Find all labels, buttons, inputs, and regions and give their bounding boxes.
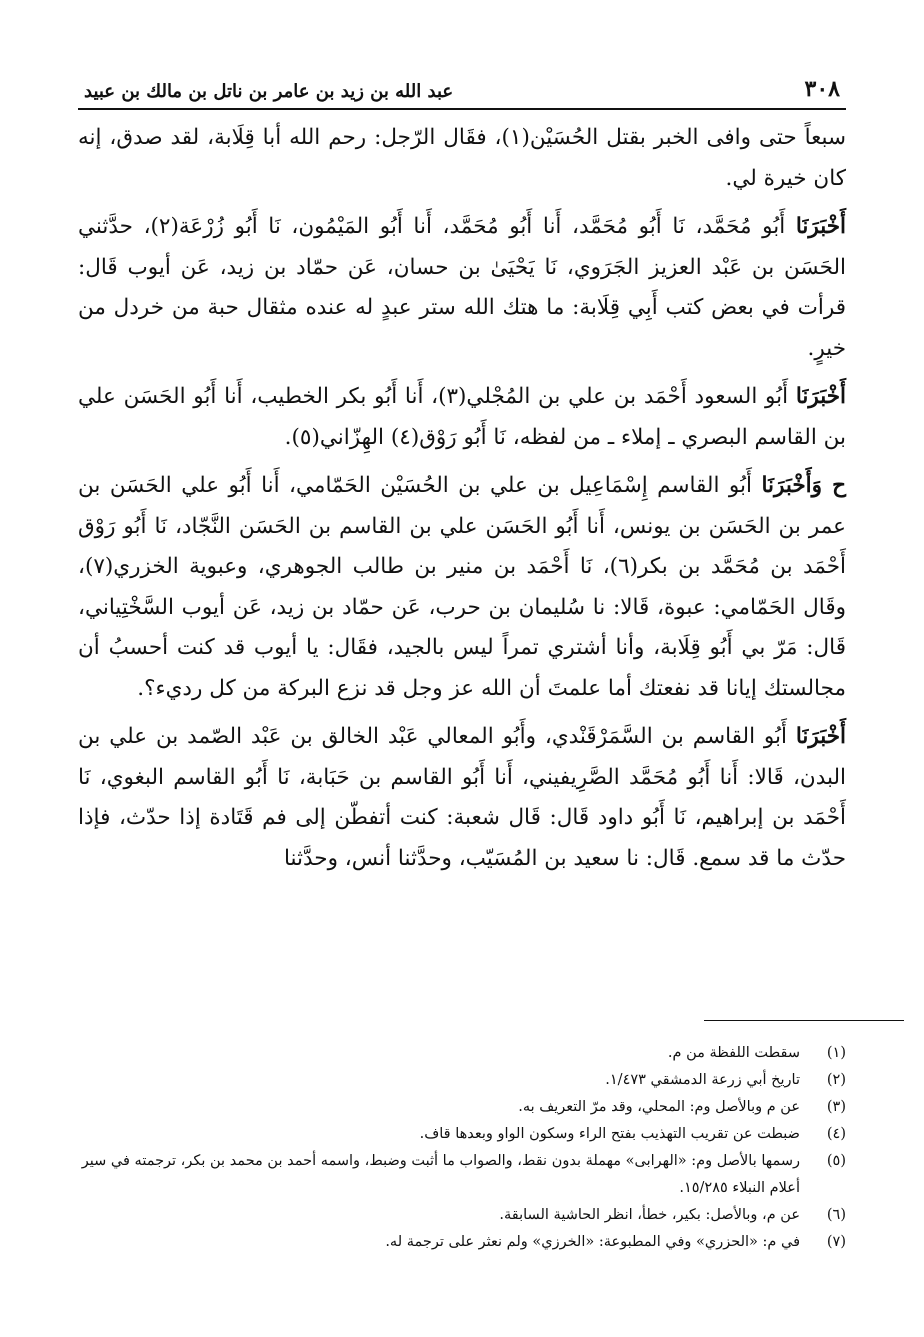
footnote: (٣) عن م وبالأصل وم: المحلي، وقد مرّ التعريف به. [518,1099,846,1115]
footnote: (٧) في م: «الحزري» وفي المطبوعة: «الخرزي» ولم نعثر على ترجمة له. [385,1234,846,1250]
page [78,70,846,887]
footnote: (٦) عن م، وبالأصل: بكير، خطأ، انظر الحاشية السابقة. [499,1207,846,1223]
footnotes [78,1040,846,1256]
footnote: (٥) رسمها بالأصل وم: «الهرابى» مهملة بدون نقط، والصواب ما أثبت وضبط، واسمه أحمد بن محمد بن بكر، ترجمته في سير أعلام النبلاء ١٥/٢٨٥. [81,1153,846,1196]
paragraph: أَخْبَرَنَا أَبُو السعود أَحْمَد بن علي بن المُجْلي(٣)، أَنا أَبُو بكر الخطيب، أَنا أَبُو الحَسَن علي بن القاسم البصري ـ إملاء ـ من لفظه، نَا أَبُو رَوْق(٤) الهِزّاني(٥). [78,384,846,450]
paragraph-lead: أَخْبَرَنَا [795,384,846,409]
paragraph-lead: ح وَأَخْبَرَنَا [761,473,846,498]
paragraph: أَخْبَرَنَا أَبُو مُحَمَّد، نَا أَبُو مُحَمَّد، أَنا أَبُو مُحَمَّد، أَنا أَبُو المَيْمُون، نَا أَبُو زُرْعَة(٢)، حدَّثني الحَسَن بن عَبْد العزيز الجَرَوي، نَا يَحْيَىٰ بن حسان، عَن حمّاد بن زيد، عَن أيوب قَال: قرأت في بعض كتب أَبِي قِلَابة: ما هتك الله ستر عبدٍ له عنده مثقال حبة من خردل من خيرٍ. [78,214,846,361]
paragraph: ح وَأَخْبَرَنَا أَبُو القاسم إِسْمَاعِيل بن علي بن الحُسَيْن الحَمّامي، أَنا أَبُو علي الحَسَن بن عمر بن الحَسَن بن يونس، أَنا أَبُو الحَسَن علي بن القاسم بن الحَسَن النَّجّاد، نَا أَبُو رَوْق أَحْمَد بن مُحَمَّد بن بكر(٦)، نَا أَحْمَد بن منير بن طالب الجوهري، وعبوية الخزري(٧)، وقَال الحَمّامي: عبوة، قَالا: نا سُليمان بن حرب، عَن حمّاد بن زيد، عَن أيوب السَّخْتِياني، قَال: مَرّ بي أَبُو قِلَابة، وأنا أشتري تمراً ليس بالجيد، فقَال: يا أيوب قد كنت أحسبُ أن مجالستك إيانا قد نفعتك أما علمتَ أن الله عز وجل قد نزع البركة من كل رديء؟. [78,473,847,701]
running-title: عبد الله بن زيد بن عامر بن ناتل بن مالك بن عبيد [84,81,454,102]
paragraph: أَخْبَرَنَا أَبُو القاسم بن السَّمَرْقَنْدي، وأَبُو المعالي عَبْد الخالق بن عَبْد الصّمد بن علي بن البدن، قَالا: أَنا أَبُو مُحَمَّد الصَّرِيفيني، أَنا أَبُو القاسم بن حَبَابة، نَا أَبُو القاسم البغوي، نَا أَحْمَد بن إبراهيم، نَا أَبُو داود قَال: قَال شعبة: كنت أتفطّن إلى فم قَتَادة إذا حدّث، فإذا حدّث ما قد سمع. قَال: نا سعيد بن المُسَيّب، وحدَّثنا أنس، وحدَّثنا [78,724,846,871]
paragraph: سبعاً حتى وافى الخبر بقتل الحُسَيْن(١)، فقَال الرّجل: رحم الله أبا قِلَابة، لقد صدق، إنه كان خيرة لي. [78,125,847,191]
footnote: (٢) تاريخ أبي زرعة الدمشقي ١/٤٧٣. [605,1072,846,1088]
main-text [78,118,846,879]
page-header [78,70,846,110]
paragraph-lead: أَخْبَرَنَا [795,214,846,239]
footnote: (١) سقطت اللفظة من م. [667,1045,846,1061]
footnote: (٤) ضبطت عن تقريب التهذيب بفتح الراء وسكون الواو وبعدها قاف. [419,1126,846,1142]
footnote-separator [704,1020,904,1021]
page-number: ٣٠٨ [804,76,840,102]
paragraph-lead: أَخْبَرَنَا [795,724,846,749]
